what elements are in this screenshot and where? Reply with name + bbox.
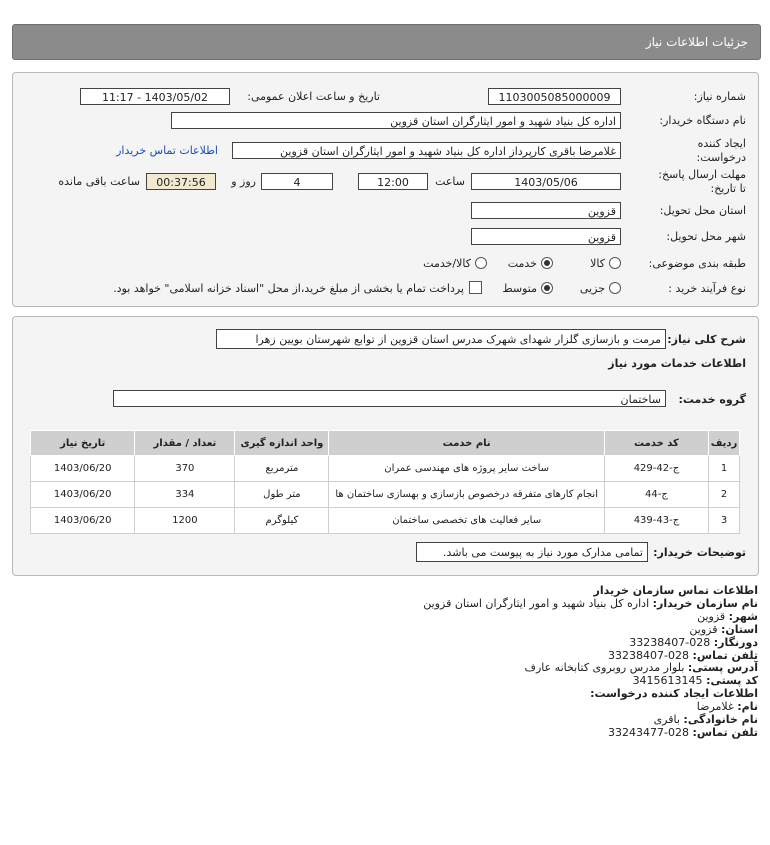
buyer-notes-label: توضیحات خریدار: bbox=[653, 546, 746, 559]
cell-date: 1403/06/20 bbox=[31, 482, 135, 508]
requester-name-row bbox=[13, 701, 758, 714]
payment-note: پرداخت تمام یا بخشی از مبلغ خرید،از محل "اسناد خزانه اسلامی" خواهد بود. bbox=[113, 282, 464, 295]
announce-label: تاریخ و ساعت اعلان عمومی: bbox=[247, 90, 380, 103]
process-radio-medium[interactable] bbox=[541, 282, 553, 294]
creator-label: ایجاد کننده bbox=[697, 137, 746, 150]
cell-idx: 1 bbox=[709, 456, 740, 482]
deadline-date-field: 1403/05/06 bbox=[471, 173, 621, 190]
contact-title: اطلاعات تماس سازمان خریدار bbox=[593, 584, 758, 597]
creator-field: غلامرضا باقری کارپرداز اداره کل بنیاد شهید و امور ایثارگران استان قزوین bbox=[232, 142, 621, 159]
cell-unit: متر طول bbox=[235, 482, 329, 508]
buyer-org-field: اداره کل بنیاد شهید و امور ایثارگران استان قزوین bbox=[171, 112, 621, 129]
requester-phone-label: تلفن تماس: bbox=[692, 725, 758, 739]
description-field: مرمت و بازسازی گلزار شهدای شهرک مدرس استان قزوین از توابع شهرستان بویین زهرا bbox=[216, 329, 666, 349]
contact-postal-label: کد پستی: bbox=[706, 674, 758, 688]
table-row bbox=[31, 482, 740, 508]
deadline-label-2: تا تاریخ: bbox=[710, 182, 746, 195]
group-field: ساختمان bbox=[113, 390, 666, 407]
requester-title: اطلاعات ایجاد کننده درخواست: bbox=[590, 687, 758, 701]
deadline-time-field: 12:00 bbox=[358, 173, 428, 190]
cell-code: ج-44 bbox=[604, 482, 708, 508]
process-option-medium: متوسط bbox=[502, 282, 537, 295]
process-label: نوع فرآیند خرید : bbox=[668, 282, 746, 295]
creator-label-2: درخواست: bbox=[696, 151, 746, 164]
col-unit: واحد اندازه گیری bbox=[235, 431, 329, 456]
buyer-contact-link[interactable]: اطلاعات تماس خریدار bbox=[116, 144, 218, 157]
process-radio-minor[interactable] bbox=[609, 282, 621, 294]
requester-family: باقری bbox=[653, 713, 680, 727]
city-label: شهر محل تحویل: bbox=[666, 230, 746, 243]
province-field: قزوین bbox=[471, 202, 621, 219]
process-option-minor: جزیی bbox=[579, 282, 605, 295]
col-idx: ردیف bbox=[709, 431, 740, 456]
cell-date: 1403/06/20 bbox=[31, 456, 135, 482]
category-radio-goods-service[interactable] bbox=[475, 257, 487, 269]
contact-province-label: استان: bbox=[721, 622, 758, 636]
treasury-checkbox[interactable] bbox=[469, 281, 482, 294]
buyer-notes-field: تمامی مدارک مورد نیاز به پیوست می باشد. bbox=[416, 542, 648, 562]
table-row bbox=[31, 508, 740, 534]
category-option-service: خدمت bbox=[507, 257, 537, 270]
col-date: تاریخ نیاز bbox=[31, 431, 135, 456]
table-row bbox=[31, 456, 740, 482]
remaining-label: ساعت باقی مانده bbox=[58, 175, 140, 188]
cell-unit: کیلوگرم bbox=[235, 508, 329, 534]
cell-qty: 370 bbox=[135, 456, 235, 482]
contact-fax-label: دورنگار: bbox=[713, 635, 758, 649]
buyer-org-label: نام دستگاه خریدار: bbox=[659, 114, 746, 127]
contact-city: قزوین bbox=[697, 609, 726, 623]
category-radio-goods[interactable] bbox=[609, 257, 621, 269]
deadline-label: مهلت ارسال پاسخ: bbox=[658, 168, 746, 181]
services-title: اطلاعات خدمات مورد نیاز bbox=[608, 357, 746, 370]
contact-org: اداره کل بنیاد شهید و امور ایثارگران استان قزوین bbox=[423, 596, 650, 610]
cell-name: ساخت سایر پروژه های مهندسی عمران bbox=[329, 456, 604, 482]
contact-phone: 028-33238407 bbox=[608, 648, 690, 662]
requester-family-label: نام خانوادگی: bbox=[683, 713, 758, 727]
category-radio-service[interactable] bbox=[541, 257, 553, 269]
contact-org-label: نام سازمان خریدار: bbox=[652, 596, 758, 610]
contact-address: بلوار مدرس روبروی کتابخانه عارف bbox=[524, 661, 685, 675]
days-field: 4 bbox=[261, 173, 333, 190]
cell-date: 1403/06/20 bbox=[31, 508, 135, 534]
province-label: استان محل تحویل: bbox=[659, 204, 746, 217]
table-header-row bbox=[31, 431, 740, 456]
contact-section bbox=[13, 585, 758, 740]
contact-address-label: آدرس پستی: bbox=[687, 661, 758, 675]
time-label: ساعت bbox=[435, 175, 465, 188]
page-title: جزئیات اطلاعات نیاز bbox=[645, 35, 748, 49]
remaining-time-field: 00:37:56 bbox=[146, 173, 216, 190]
need-info-panel bbox=[12, 72, 759, 307]
announce-field: 1403/05/02 - 11:17 bbox=[80, 88, 230, 105]
category-option-goods: کالا bbox=[590, 257, 605, 270]
cell-unit: مترمربع bbox=[235, 456, 329, 482]
cell-qty: 334 bbox=[135, 482, 235, 508]
contact-province: قزوین bbox=[689, 622, 718, 636]
cell-code: ج-43-439 bbox=[604, 508, 708, 534]
services-table bbox=[30, 430, 740, 534]
need-number-field: 1103005085000009 bbox=[488, 88, 621, 105]
category-option-goods-service: کالا/خدمت bbox=[423, 257, 471, 270]
contact-city-label: شهر: bbox=[728, 609, 758, 623]
contact-org-row bbox=[13, 598, 758, 611]
contact-postal: 3415613145 bbox=[632, 674, 703, 688]
cell-name: سایر فعالیت های تخصصی ساختمان bbox=[329, 508, 604, 534]
cell-name: انجام کارهای متفرقه درخصوص بازسازی و بهسازی ساختمان ها bbox=[329, 482, 604, 508]
description-label: شرح کلی نیاز: bbox=[667, 333, 746, 346]
requester-name: غلامرضا bbox=[696, 700, 734, 714]
contact-phone-label: تلفن تماس: bbox=[692, 648, 758, 662]
cell-idx: 2 bbox=[709, 482, 740, 508]
contact-city-row bbox=[13, 611, 758, 624]
requester-phone: 028-33243477 bbox=[608, 725, 690, 739]
col-code: کد خدمت bbox=[604, 431, 708, 456]
requester-phone-row bbox=[13, 727, 758, 740]
cell-qty: 1200 bbox=[135, 508, 235, 534]
days-label: روز و bbox=[231, 175, 256, 188]
cell-idx: 3 bbox=[709, 508, 740, 534]
category-label: طبقه بندی موضوعی: bbox=[648, 257, 746, 270]
city-field: قزوین bbox=[471, 228, 621, 245]
requester-name-label: نام: bbox=[737, 700, 758, 714]
contact-fax: 028-33238407 bbox=[629, 635, 711, 649]
cell-code: ج-42-429 bbox=[604, 456, 708, 482]
col-name: نام خدمت bbox=[329, 431, 604, 456]
page-header bbox=[12, 24, 761, 60]
col-qty: تعداد / مقدار bbox=[135, 431, 235, 456]
need-number-label: شماره نیاز: bbox=[693, 90, 746, 103]
group-label: گروه خدمت: bbox=[678, 393, 746, 406]
